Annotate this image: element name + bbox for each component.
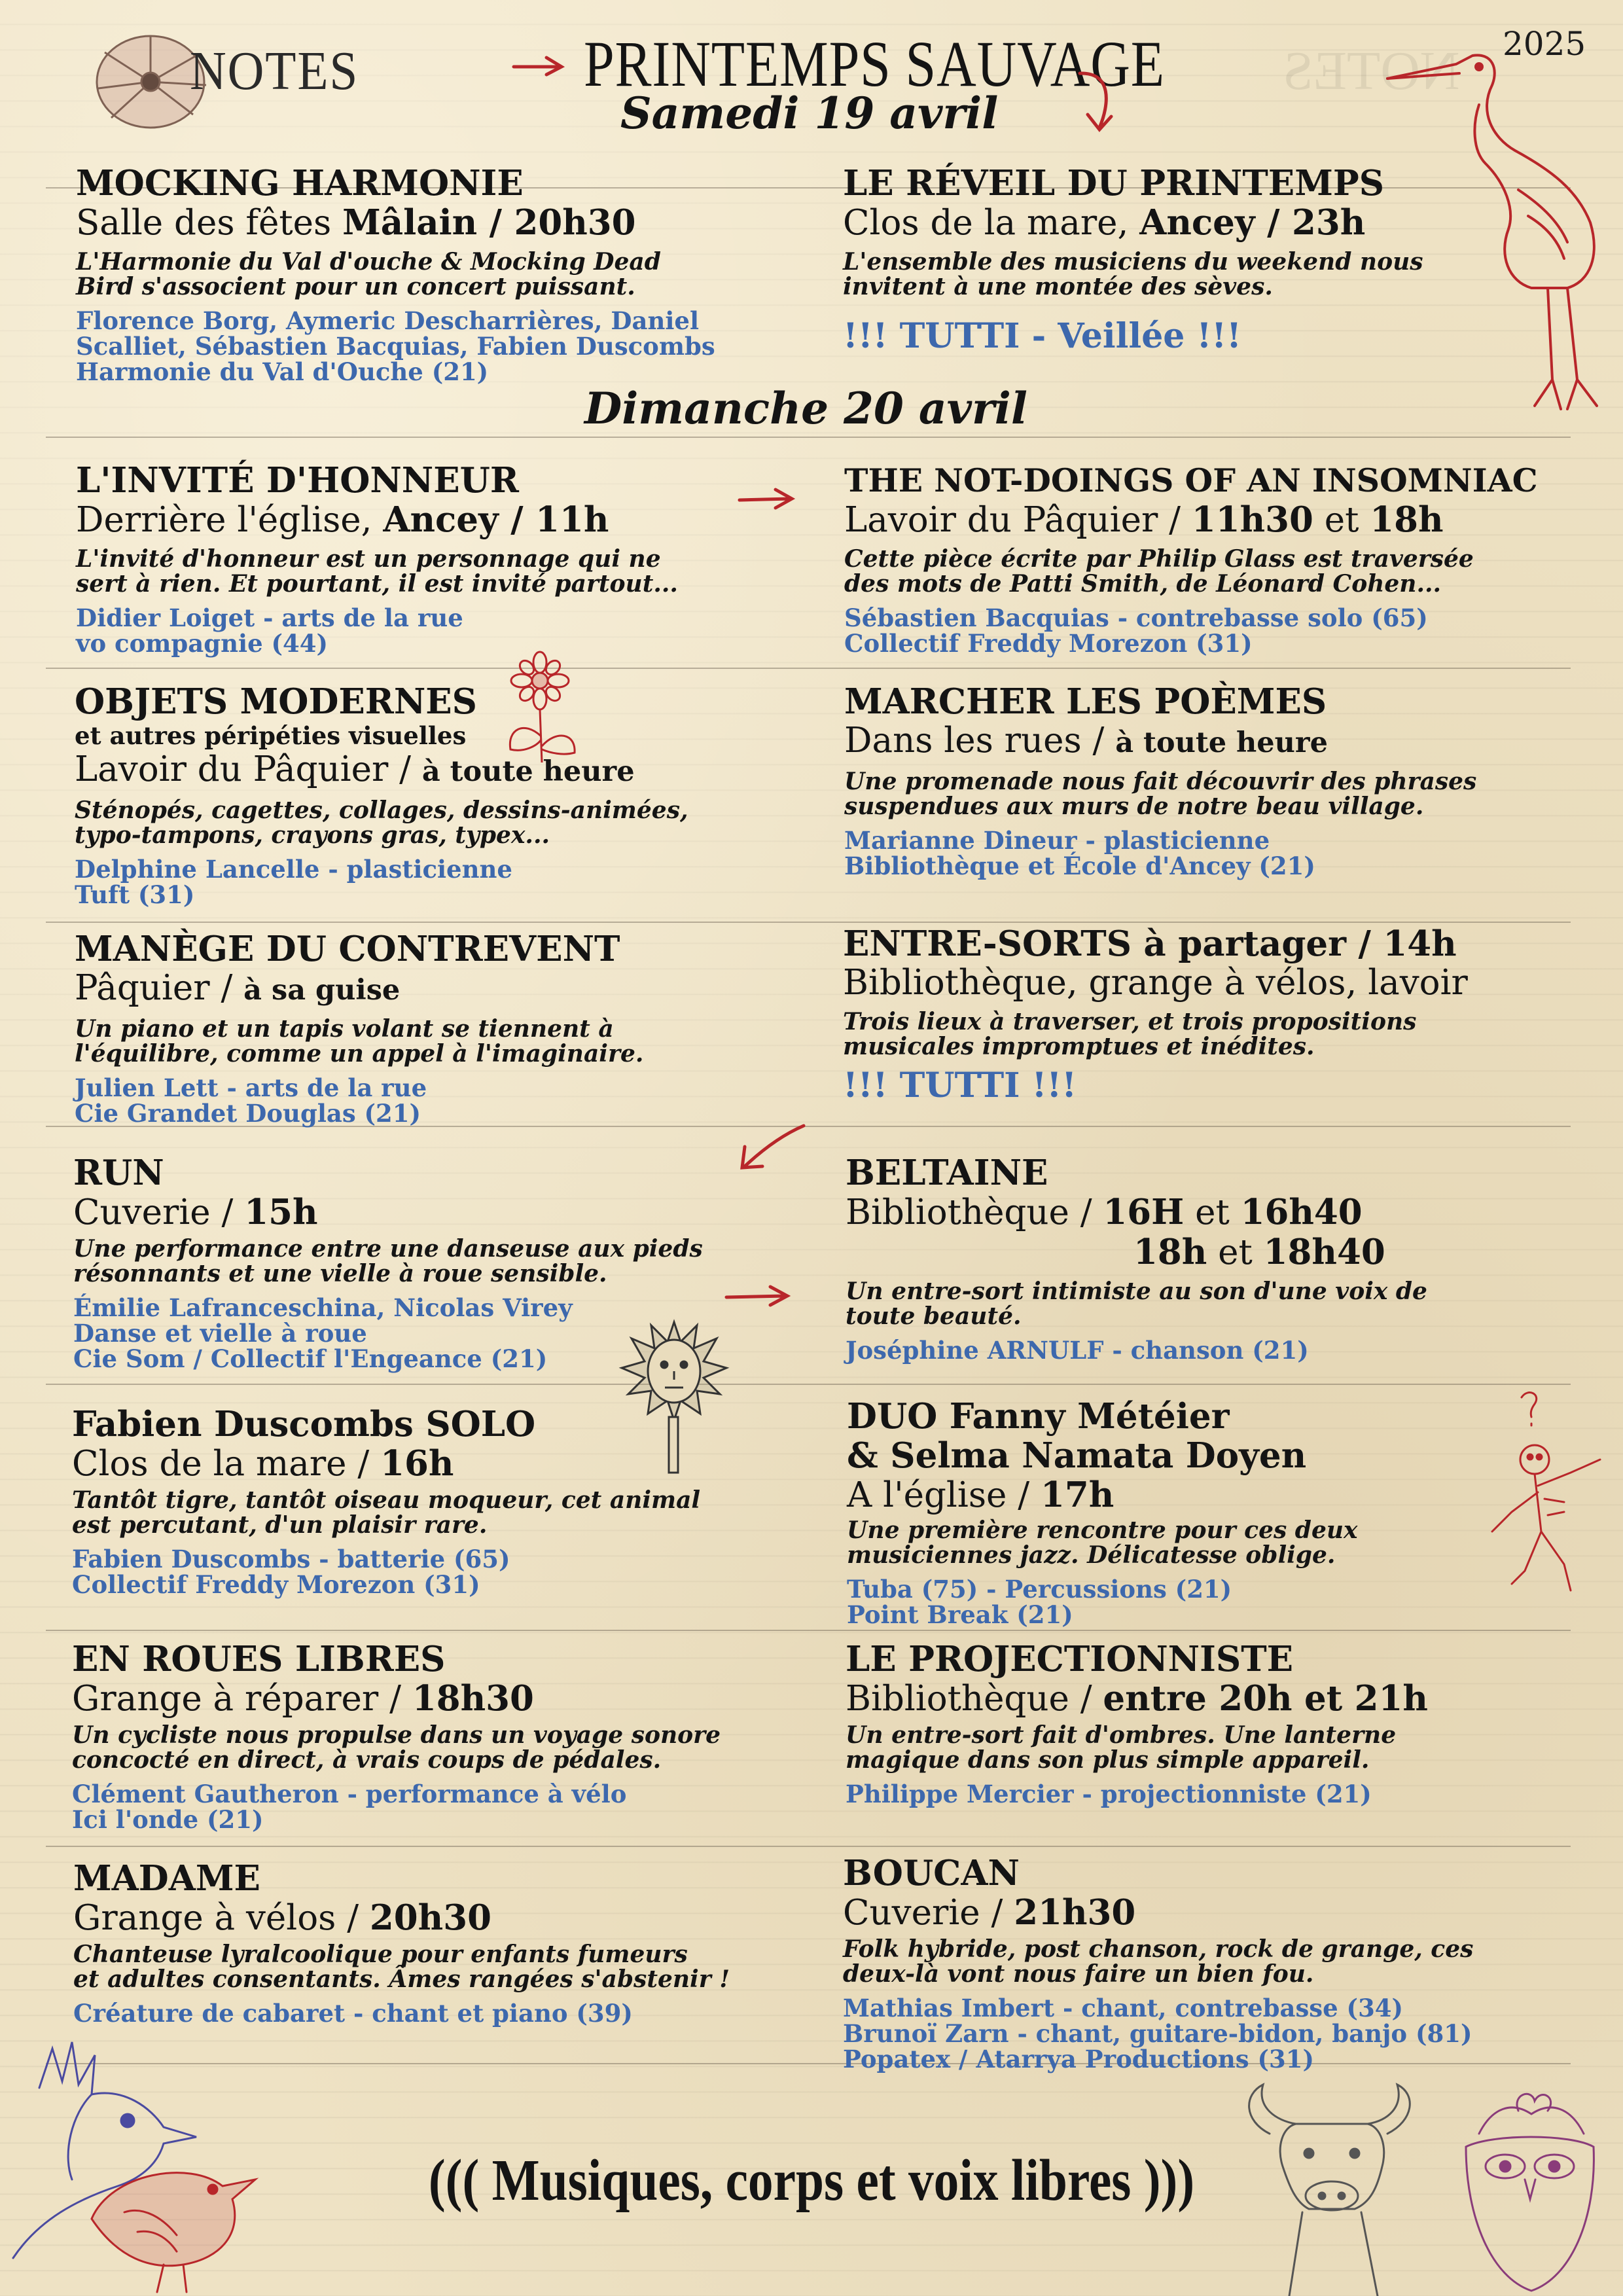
event-venue: Grange à vélos / 20h30 (73, 1897, 491, 1938)
event-venue: Bibliothèque / entre 20h et 21h (846, 1678, 1428, 1719)
event-title: MOCKING HARMONIE (76, 163, 524, 204)
event-venue: Cuverie / 21h30 (843, 1892, 1136, 1933)
owl-face-icon (1440, 2088, 1623, 2296)
event-credits: Émilie Lafranceschina, Nicolas Virey Danse et vielle à roue Cie Som / Collectif l'Engeance (21) (73, 1293, 573, 1373)
tutti-label: !!! TUTTI - Veillée !!! (843, 316, 1241, 356)
event-title: ENTRE-SORTS à partager / 14h (843, 924, 1457, 964)
day1-heading: Samedi 19 avril (620, 88, 999, 139)
event-title: Fabien Duscombs SOLO (72, 1404, 536, 1444)
footer-tagline: ((( Musiques, corps et voix libres ))) (428, 2148, 1195, 2213)
tutti-label: !!! TUTTI !!! (843, 1066, 1077, 1105)
event-venue: Lavoir du Pâquier / 11h30 et 18h (844, 499, 1444, 540)
event-title: MANÈGE DU CONTREVENT (75, 929, 620, 969)
event-mocking-harmonie (76, 164, 715, 385)
event-credits: Marianne Dineur - plasticienne Bibliothèque et École d'Ancey (21) (844, 826, 1315, 880)
event-credits: Créature de cabaret - chant et piano (39) (73, 1999, 633, 2028)
event-title: OBJETS MODERNES (75, 681, 477, 722)
event-le-projectionniste (846, 1640, 1428, 1807)
event-description: Trois lieux à traverser, et trois propositions musicales impromptues et inédites. (843, 1008, 1417, 1060)
page-title: PRINTEMPS SAUVAGE (584, 27, 1165, 100)
event-boucan (843, 1854, 1473, 2072)
event-description: Folk hybride, post chanson, rock de grange, ces deux-là vont nous faire un bien fou. (843, 1935, 1474, 1988)
day2-heading: Dimanche 20 avril (584, 383, 1027, 434)
event-description: L'ensemble des musiciens du weekend nous invitent à une montée des sèves. (843, 248, 1423, 300)
stick-figure-icon (1472, 1388, 1623, 1604)
event-venue: Lavoir du Pâquier / à toute heure (75, 749, 635, 789)
red-arrow-icon (723, 1283, 795, 1309)
event-en-roues-libres (72, 1640, 721, 1833)
event-madame (73, 1859, 730, 2026)
event-title: MARCHER LES POÈMES (844, 681, 1327, 722)
event-description: Un cycliste nous propulse dans un voyage sonore concocté en direct, à vrais coups de pédales. (72, 1721, 721, 1774)
event-credits: Clément Gautheron - performance à vélo Ici l'onde (21) (72, 1780, 627, 1834)
event-venue: Clos de la mare / 16h (72, 1443, 454, 1484)
event-credits: Delphine Lancelle - plasticienne Tuft (31) (75, 855, 512, 909)
event-credits: Philippe Mercier - projectionniste (21) (846, 1780, 1372, 1808)
event-manege-du-contrevent (75, 929, 643, 1126)
separator-line (46, 1384, 1571, 1385)
event-description: Chanteuse lyralcoolique pour enfants fumeurs et adultes consentants. Âmes rangées s'abstenir ! (73, 1941, 730, 1993)
event-venue: Salle des fêtes Mâlain / 20h30 (76, 202, 636, 243)
event-title: BOUCAN (843, 1853, 1020, 1893)
event-title: BELTAINE (846, 1153, 1048, 1193)
event-title: L'INVITÉ D'HONNEUR (76, 460, 519, 501)
year-label: 2025 (1503, 25, 1586, 63)
event-venue: Bibliothèque, grange à vélos, lavoir (843, 963, 1468, 1003)
event-description: Une première rencontre pour ces deux musiciennes jazz. Délicatesse oblige. (847, 1516, 1358, 1569)
red-arrow-icon (510, 52, 569, 79)
separator-line (46, 437, 1571, 438)
event-objets-modernes (75, 682, 688, 908)
event-description: Un entre-sort intimiste au son d'une voix de toute beauté. (846, 1278, 1427, 1330)
event-marcher-les-poemes (844, 682, 1476, 879)
event-description: Cette pièce écrite par Philip Glass est traversée des mots de Patti Smith, de Léonard Cohen... (844, 545, 1474, 598)
daisy-flower-icon (504, 648, 582, 766)
event-title: MADAME (73, 1858, 260, 1899)
event-credits: Didier Loiget - arts de la rue vo compagnie (44) (76, 603, 463, 658)
event-entre-sorts (843, 924, 1468, 1105)
event-fabien-duscombs-solo (72, 1405, 700, 1598)
event-invite-d-honneur (76, 461, 678, 656)
event-venue-times: 18h et 18h40 (1133, 1232, 1385, 1272)
event-reveil-du-printemps (843, 164, 1423, 356)
event-venue: A l'église / 17h (847, 1475, 1115, 1515)
event-description: L'invité d'honneur est un personnage qui ne sert à rien. Et pourtant, il est invité partout... (76, 545, 678, 598)
notes-header: NOTES (190, 41, 359, 101)
event-title-line2: & Selma Namata Doyen (847, 1435, 1307, 1476)
event-title: LE RÉVEIL DU PRINTEMPS (843, 163, 1384, 204)
event-credits: Joséphine ARNULF - chanson (21) (846, 1336, 1309, 1365)
separator-line (46, 1846, 1571, 1847)
event-title: DUO Fanny Météier (847, 1396, 1230, 1437)
event-description: Un entre-sort fait d'ombres. Une lanterne magique dans son plus simple appareil. (846, 1721, 1397, 1774)
event-description: Un piano et un tapis volant se tiennent à l'équilibre, comme un appel à l'imaginaire. (75, 1015, 644, 1067)
event-credits: Tuba (75) - Percussions (21) Point Break (21) (847, 1575, 1232, 1629)
event-venue: Bibliothèque / 16H et 16h40 (846, 1192, 1363, 1232)
event-title: THE NOT-DOINGS OF AN INSOMNIAC (844, 461, 1538, 499)
event-credits: Sébastien Bacquias - contrebasse solo (65) Collectif Freddy Morezon (31) (844, 603, 1428, 658)
event-title: RUN (73, 1153, 164, 1193)
event-venue: Dans les rues / à toute heure (844, 721, 1328, 761)
red-arrow-icon (733, 1121, 808, 1173)
event-credits: Fabien Duscombs - batterie (65) Collectif Freddy Morezon (31) (72, 1545, 510, 1599)
event-credits: Mathias Imbert - chant, contrebasse (34) Brunoï Zarn - chant, guitare-bidon, banjo (81) Popatex / Atarrya Productions (31) (843, 1994, 1472, 2073)
event-not-doings (844, 461, 1538, 656)
event-description: L'Harmonie du Val d'ouche & Mocking Dead Bird s'associent pour un concert puissant. (76, 248, 661, 300)
event-venue: Pâquier / à sa guise (75, 968, 401, 1008)
event-description: Tantôt tigre, tantôt oiseau moqueur, cet animal est percutant, d'un plaisir rare. (72, 1486, 701, 1539)
event-run (73, 1153, 703, 1372)
event-duo-fanny-selma (847, 1397, 1358, 1628)
event-beltaine (846, 1153, 1427, 1363)
event-description: Une performance entre une danseuse aux pieds résonnants et une vielle à roue sensible. (73, 1235, 703, 1287)
event-credits: Julien Lett - arts de la rue Cie Grandet Douglas (21) (75, 1073, 427, 1128)
separator-line (46, 1630, 1571, 1631)
event-description: Une promenade nous fait découvrir des phrases suspendues aux murs de notre beau village. (844, 768, 1477, 820)
event-description: Sténopés, cagettes, collages, dessins-animées, typo-tampons, crayons gras, typex... (75, 797, 688, 849)
notes-ghost-text: NOTES (1283, 41, 1460, 101)
separator-line (46, 668, 1571, 669)
event-venue: Grange à réparer / 18h30 (72, 1678, 534, 1719)
event-title: EN ROUES LIBRES (72, 1639, 446, 1679)
red-arrow-icon (1073, 65, 1126, 137)
event-credits: Florence Borg, Aymeric Descharrières, Daniel Scalliet, Sébastien Bacquias, Fabien Duscombs Harmonie du Val d'Ouche (21) (76, 306, 715, 386)
event-venue: Cuverie / 15h (73, 1192, 318, 1232)
event-title: LE PROJECTIONNISTE (846, 1639, 1294, 1679)
separator-line (46, 922, 1571, 923)
event-subtitle: et autres péripéties visuelles (75, 721, 467, 750)
event-venue: Derrière l'église, Ancey / 11h (76, 499, 609, 540)
event-venue: Clos de la mare, Ancey / 23h (843, 202, 1366, 243)
red-arrow-icon (736, 486, 798, 512)
